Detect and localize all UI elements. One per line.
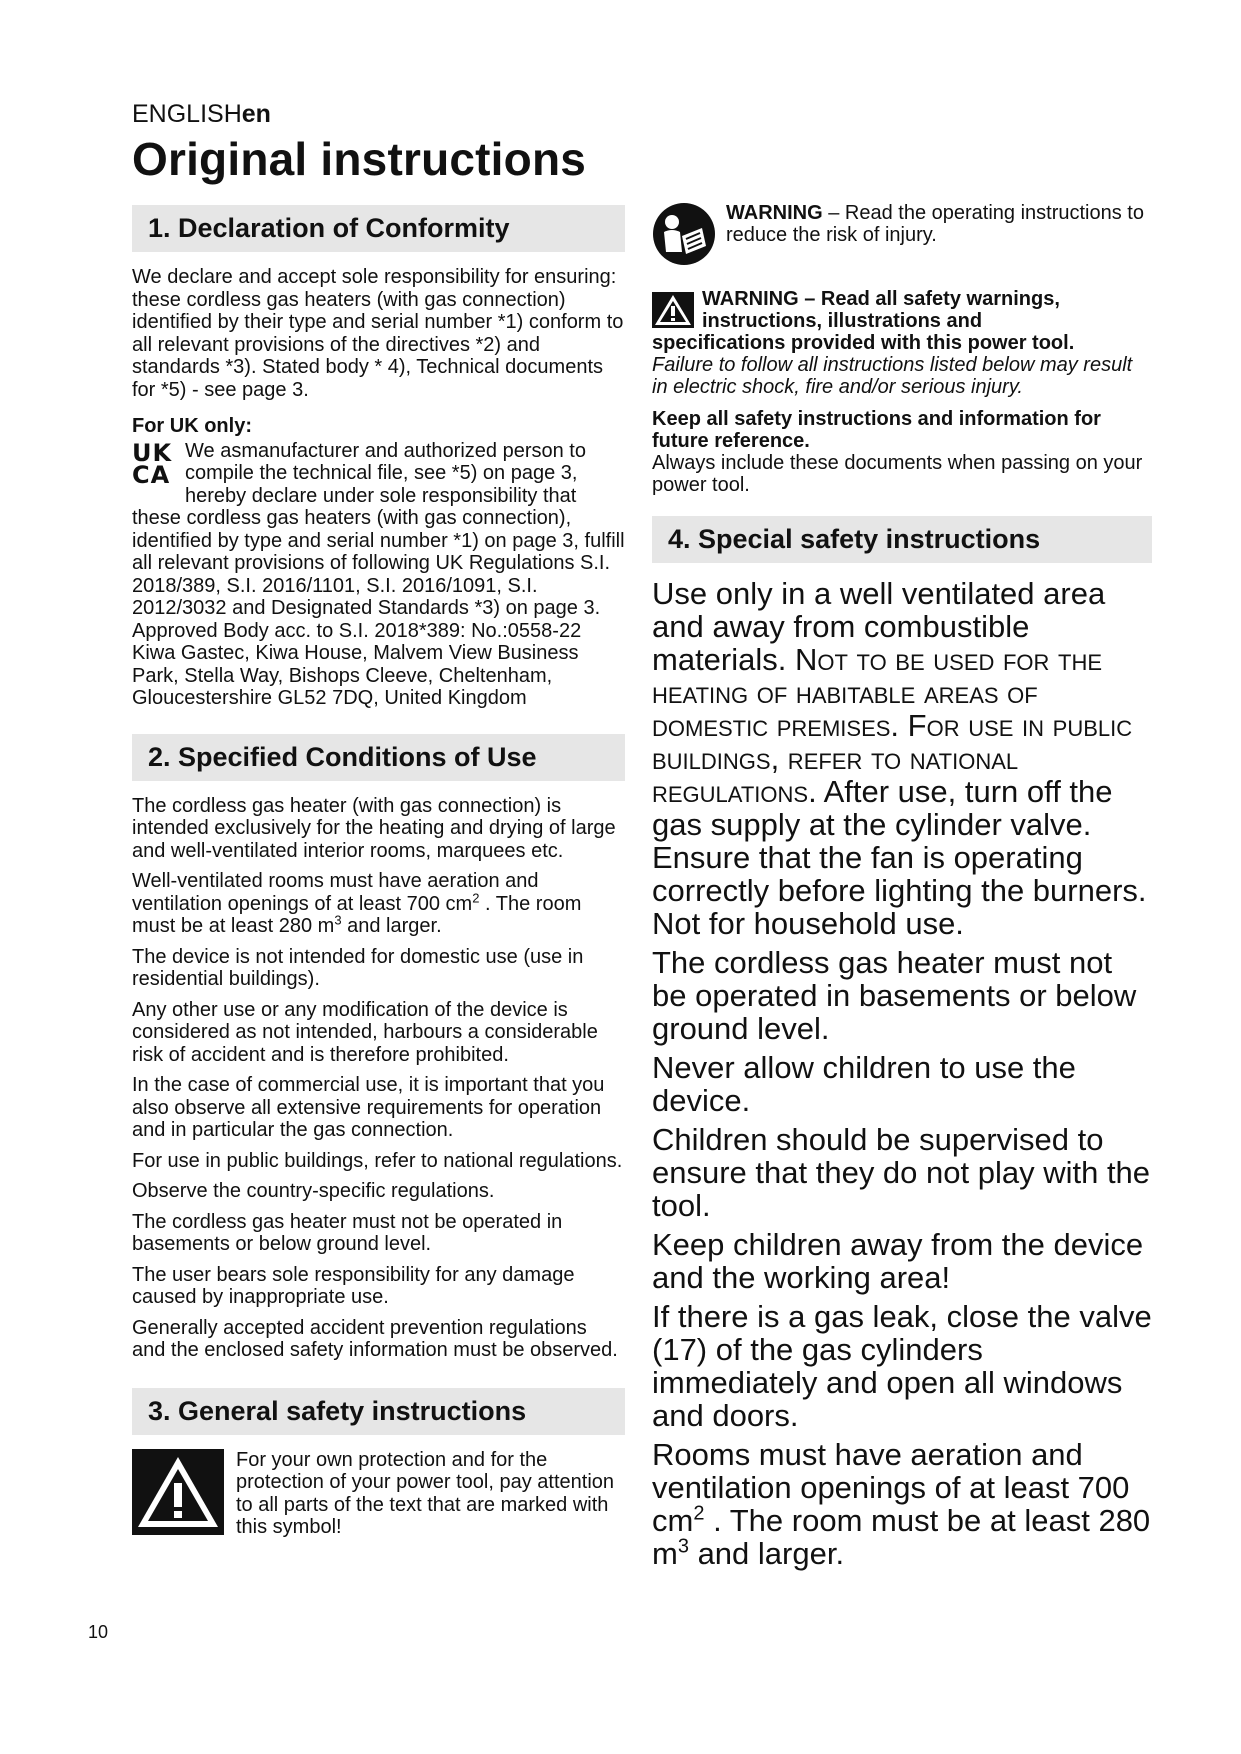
keep-instructions-text: Always include these documents when passing on your power tool.	[652, 452, 1143, 496]
warning-triangle-small-icon	[652, 292, 694, 328]
conditions-paragraph-6: For use in public buildings, refer to national regulations.	[132, 1149, 623, 1172]
warning1-text: – Read the operating instructions to reduce the risk of injury.	[726, 202, 1144, 246]
conditions-paragraph-8: The cordless gas heater must not be operated in basements or below ground level.	[132, 1210, 563, 1255]
warning2-line1: WARNING – Read all safety warnings,	[702, 288, 1060, 310]
left-column	[132, 205, 625, 1539]
section-heading-special-safety: 4. Special safety instructions	[652, 516, 1152, 563]
special-paragraph-4: Children should be supervised to ensure that they do not play with the tool.	[652, 1122, 1151, 1223]
conditions-paragraph-3: The device is not intended for domestic use (use in residential buildings).	[132, 945, 584, 990]
page-title: Original instructions	[132, 133, 587, 185]
conditions-paragraph-5: In the case of commercial use, it is important that you also observe all extensive requirements for operation and in particular the gas connection.	[132, 1074, 605, 1141]
approved-body-text: Approved Body acc. to S.I. 2018*389: No.:0558-22 Kiwa Gastec, Kiwa House, Malvem View Business Park, Stella Way, Bishops Cleeve, Cheltenham, Gloucestershire GL52 7DQ, United Kingdom	[132, 619, 582, 709]
uk-declaration-text: We asmanufacturer and authorized person to compile the technical file, see *5) on page 3, hereby declare under sole responsibility that these cordless gas heaters (with gas connection), identified by type and serial number *1) on page 3, fulfill all relevant provisions of following UK Regulations S.I. 2018/389, S.I. 2016/1101, S.I. 2016/1091, S.I. 2012/3032 and Designated Standards *3) on page 3.	[132, 439, 625, 619]
special-paragraph-6: If there is a gas leak, close the valve (17) of the gas cylinders immediately and open all windows and doors.	[652, 1299, 1152, 1433]
conditions-paragraph-10: Generally accepted accident prevention regulations and the enclosed safety information must be observed.	[132, 1316, 618, 1361]
conditions-paragraph-2: Well-ventilated rooms must have aeration and ventilation openings of at least 700 $cm^2$ . The room must be at least 280 $m^3$ and larger.	[132, 870, 582, 937]
warning2-italic: Failure to follow all instructions listed below may result in electric shock, fire and/or serious injury.	[652, 354, 1133, 398]
warning-safety-block	[652, 288, 1152, 496]
declaration-paragraph: We declare and accept sole responsibility for ensuring: these cordless gas heaters (with gas connection) identified by their type and serial number *1) conform to all relevant provisions of the directives *2) and standards *3). Stated body * 4), Technical documents for *5) - see page 3.	[132, 266, 624, 401]
warning1-label: WARNING	[726, 202, 823, 224]
special-paragraph-7: Rooms must have aeration and ventilation openings of at least 700 $cm^2$ . The room must be at least 280 $m^3$ and larger.	[652, 1437, 1151, 1571]
conditions-paragraph-7: Observe the country-specific regulations.	[132, 1180, 495, 1202]
ukca-mark-uk: UK	[132, 438, 173, 467]
keep-instructions-bold: Keep all safety instructions and information for future reference.	[652, 408, 1101, 452]
conditions-paragraph-9: The user bears sole responsibility for any damage caused by inappropriate use.	[132, 1263, 575, 1308]
special-paragraph-3: Never allow children to use the device.	[652, 1050, 1076, 1118]
conditions-paragraph-1: The cordless gas heater (with gas connection) is intended exclusively for the heating and drying of large and well-ventilated interior rooms, marquees etc.	[132, 794, 616, 862]
section-heading-declaration: 1. Declaration of Conformity	[132, 205, 625, 252]
section-heading-conditions: 2. Specified Conditions of Use	[132, 734, 625, 781]
right-column	[652, 202, 1152, 1576]
warning-read-instructions	[652, 202, 1152, 266]
warning-triangle-icon	[132, 1449, 224, 1535]
language-name: ENGLISH	[132, 100, 242, 128]
language-code: en	[241, 100, 271, 128]
warning2-line3: specifications provided with this power tool.	[652, 332, 1075, 354]
special-paragraph-2: The cordless gas heater must not be operated in basements or below ground level.	[652, 945, 1137, 1046]
ukca-mark	[132, 438, 179, 489]
page-number: 10	[88, 1622, 109, 1642]
warning2-line2: instructions, illustrations and	[702, 310, 983, 332]
uk-declaration	[132, 440, 625, 620]
language-label	[132, 100, 271, 129]
special-paragraph-1: Use only in a well ventilated area and away from combustible materials. Not to be used for the heating of habitable areas of domestic premises. For use in public buildings, refer to national regulations. After use, turn off the gas supply at the cylinder valve. Ensure that the fan is operating correctly before lighting the burners. Not for household use.	[652, 576, 1147, 941]
general-safety-text: For your own protection and for the protection of your power tool, pay attention to all parts of the text that are marked with this symbol!	[236, 1448, 615, 1538]
ukca-mark-ca: CA	[132, 460, 171, 489]
section-heading-general-safety: 3. General safety instructions	[132, 1388, 625, 1435]
conditions-paragraph-4: Any other use or any modification of the device is considered as not intended, harbours a considerable risk of accident and is therefore prohibited.	[132, 998, 598, 1066]
uk-heading: For UK only:	[132, 415, 252, 437]
special-paragraph-5: Keep children away from the device and the working area!	[652, 1227, 1144, 1295]
read-manual-icon	[652, 202, 716, 266]
